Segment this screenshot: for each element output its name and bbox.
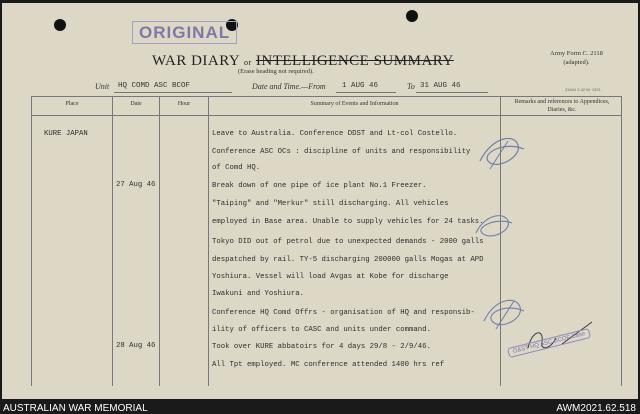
summary-line: "Taiping" and "Merkur" still discharging. All vehicles — [212, 200, 449, 208]
from-underline — [336, 92, 396, 93]
column-header-date: Date — [130, 101, 142, 107]
punch-hole — [406, 10, 418, 22]
table-top-rule — [31, 96, 621, 97]
date-entry: 28 Aug 46 — [116, 342, 156, 350]
table-left-rule — [31, 96, 32, 386]
to-label: To — [407, 82, 415, 91]
form-number: Army Form C. 2118 — [550, 50, 603, 57]
summary-line: employed in Base area. Unable to supply vehicles for 24 tasks. — [212, 218, 484, 226]
summary-line: Iwakuni and Yoshiura. — [212, 290, 304, 298]
column-header-place: Place — [65, 101, 79, 107]
table-right-rule — [621, 96, 622, 386]
punch-hole — [54, 19, 66, 31]
summary-line: Yoshiura. Vessel will load Avgas at Kobe for discharge — [212, 273, 449, 281]
summary-column-rule — [208, 96, 209, 386]
footer-accession-number: AWM2021.62.518 — [556, 403, 636, 414]
title-main: WAR DIARY — [152, 53, 240, 69]
summary-line: Conference ASC OCs : discipline of units and responsibility — [212, 148, 471, 156]
summary-line: Tokyo DID out of petrol due to unexpected demands - 2000 galls — [212, 238, 484, 246]
summary-line: Break down of one pipe of ice plant No.1 Freezer. — [212, 182, 427, 190]
diary-page — [2, 3, 638, 399]
summary-line: despatched by rail. TY-5 discharging 200000 galls Mogas at APD — [212, 256, 484, 264]
unit-underline — [114, 92, 232, 93]
summary-line: Conference HQ Comd Offrs - organisation of HQ and responsib- — [212, 309, 475, 317]
title-subtitle: (Erase heading not required). — [238, 68, 314, 75]
footer-institution: AUSTRALIAN WAR MEMORIAL — [3, 403, 148, 414]
date-label: Date and Time.—From — [252, 82, 326, 91]
original-stamp: ORIGINAL — [132, 21, 237, 44]
date-from: 1 AUG 46 — [342, 82, 379, 90]
unit-rubber-stamp: O&ST HQ ASC BCOF Base — [507, 328, 591, 358]
date-column-rule — [112, 96, 113, 386]
column-header-summary: Summary of Events and Information — [310, 101, 399, 107]
hour-column-rule — [159, 96, 160, 386]
place-entry: KURE JAPAN — [44, 130, 88, 138]
summary-line: of Comd HQ. — [212, 164, 261, 172]
unit-label: Unit — [95, 82, 110, 91]
unit-value: HQ COMD ASC BCOF — [118, 82, 191, 90]
summary-line: All Tpt employed. MC conference attended 1400 hrs ref — [212, 361, 445, 369]
title-strikethrough: INTELLIGENCE SUMMARY — [255, 53, 454, 69]
handwritten-initial — [470, 207, 518, 247]
column-header-hour: Hour — [177, 101, 191, 107]
summary-line: ility of officers to CASC and units under command. — [212, 326, 431, 334]
column-header-remarks: Remarks and references to Appendices, Diaries, &c. — [514, 99, 610, 113]
form-adapted: (adapted). — [563, 59, 590, 66]
summary-line: Leave to Australia. Conference DDST and Lt-col Costello. — [212, 130, 458, 138]
date-to: 31 AUG 46 — [420, 82, 461, 90]
handwritten-initial — [474, 131, 530, 179]
army-form-label — [550, 49, 603, 67]
header-bottom-rule — [31, 115, 621, 116]
summary-line: Took over KURE abbatoirs for 4 days 29/8 - 2/9/46. — [212, 343, 431, 351]
print-code: 23404 2.42 W. 1921 — [565, 87, 601, 92]
title-or: or — [243, 58, 252, 67]
to-underline — [416, 92, 488, 93]
date-entry: 27 Aug 46 — [116, 181, 156, 189]
